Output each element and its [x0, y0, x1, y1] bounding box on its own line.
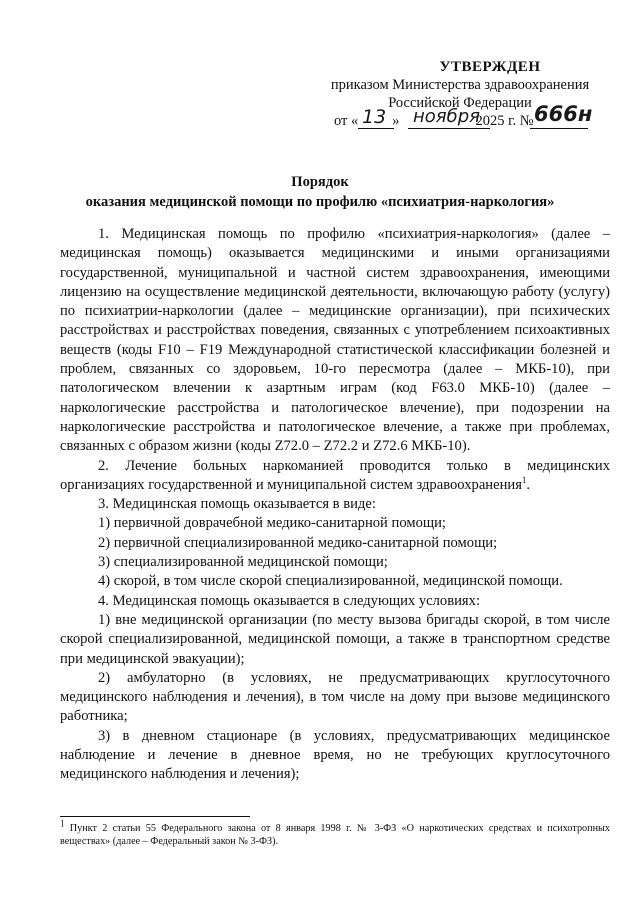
title-line-2: оказания медицинской помощи по профилю «психиатрия-наркология» [85, 194, 555, 210]
footnote-text: Пункт 2 статьи 55 Федерального закона от 8 января 1998 г. № 3-ФЗ «О наркотических средствах и психотропных веществах» (далее – Федеральный закон № 3-ФЗ). [60, 823, 610, 847]
approval-line-federation: Российской Федерации [388, 95, 532, 111]
footnote-marker: 1 [60, 818, 65, 829]
list-item: 2) амбулаторно (в условиях, не предусматривающих круглосуточного медицинского наблюдения и лечения), в том числе на дому при вызове медицинского работника; [60, 669, 610, 725]
footnote [60, 818, 610, 848]
order-day-handwritten: 13 [362, 106, 387, 128]
approval-line-ministry: приказом Министерства здравоохранения [330, 77, 590, 93]
footnote-ref: 1 [521, 475, 527, 485]
order-number-handwritten: 666н [534, 102, 593, 126]
list-item: 1) вне медицинской организации (по месту вызова бригады скорой, в том числе скорой специализированной, медицинской помощи, а также в транспортном средстве при медицинской эвакуации); [60, 611, 610, 667]
list-item: 4) скорой, в том числе скорой специализированной, медицинской помощи. [98, 573, 563, 590]
order-from-label: от « [334, 113, 359, 129]
order-month-handwritten: ноября [413, 106, 480, 127]
approval-block [330, 58, 593, 138]
title-line-1: Порядок [291, 174, 349, 190]
list-item: 1) первичной доврачебной медико-санитарной помощи; [98, 515, 446, 532]
paragraph-1: 1. Медицинская помощь по профилю «психиатрия-наркология» (далее – медицинская помощь) оказывается медицинскими и иными организациями государственной, муниципальной и частной систем здравоохранения, имеющими лицензию на осуществление медицинской деятельности, включающую работу (услугу) по психиатрии-наркологии (далее – медицинские организации), при психических расстройствах и расстройствах поведения, связанных с употреблением психоактивных веществ (коды F10 – F19 Международной статистической классификации болезней и проблем, связанных со здоровьем, 10-го пересмотра (далее – МКБ-10), при патологическом влечении к азартным играм (код F63.0 МКБ-10) (далее – наркологические расстройства и патологическое влечение), при подозрении на наркологические расстройства и патологическое влечение, а также при проблемах, связанных с образом жизни (коды Z72.0 – Z72.2 и Z72.6 МКБ-10). [60, 226, 610, 455]
document-title [0, 172, 640, 212]
paragraph-2-text: 2. Лечение больных наркоманией проводится только в медицинских организациях государственной и муниципальной систем здравоохранения [60, 457, 610, 493]
order-quote-close: » [392, 113, 400, 129]
order-year-number-label: 2025 г. № [475, 113, 534, 129]
list-item: 3) специализированной медицинской помощи; [98, 554, 388, 571]
paragraph-4: 4. Медицинская помощь оказывается в следующих условиях: [98, 592, 480, 609]
approval-heading: УТВЕРЖДЕН [439, 59, 541, 75]
list-item: 3) в дневном стационаре (в условиях, предусматривающих медицинское наблюдение и лечение в дневное время, но не требующих круглосуточного медицинского наблюдения и лечения); [60, 727, 610, 783]
paragraph-2 [60, 457, 610, 496]
list-item: 2) первичной специализированной медико-санитарной помощи; [98, 534, 498, 551]
paragraph-2-end: . [526, 476, 531, 493]
footnote-separator [60, 816, 250, 817]
document-body [60, 225, 610, 785]
paragraph-3: 3. Медицинская помощь оказывается в виде: [98, 496, 376, 513]
